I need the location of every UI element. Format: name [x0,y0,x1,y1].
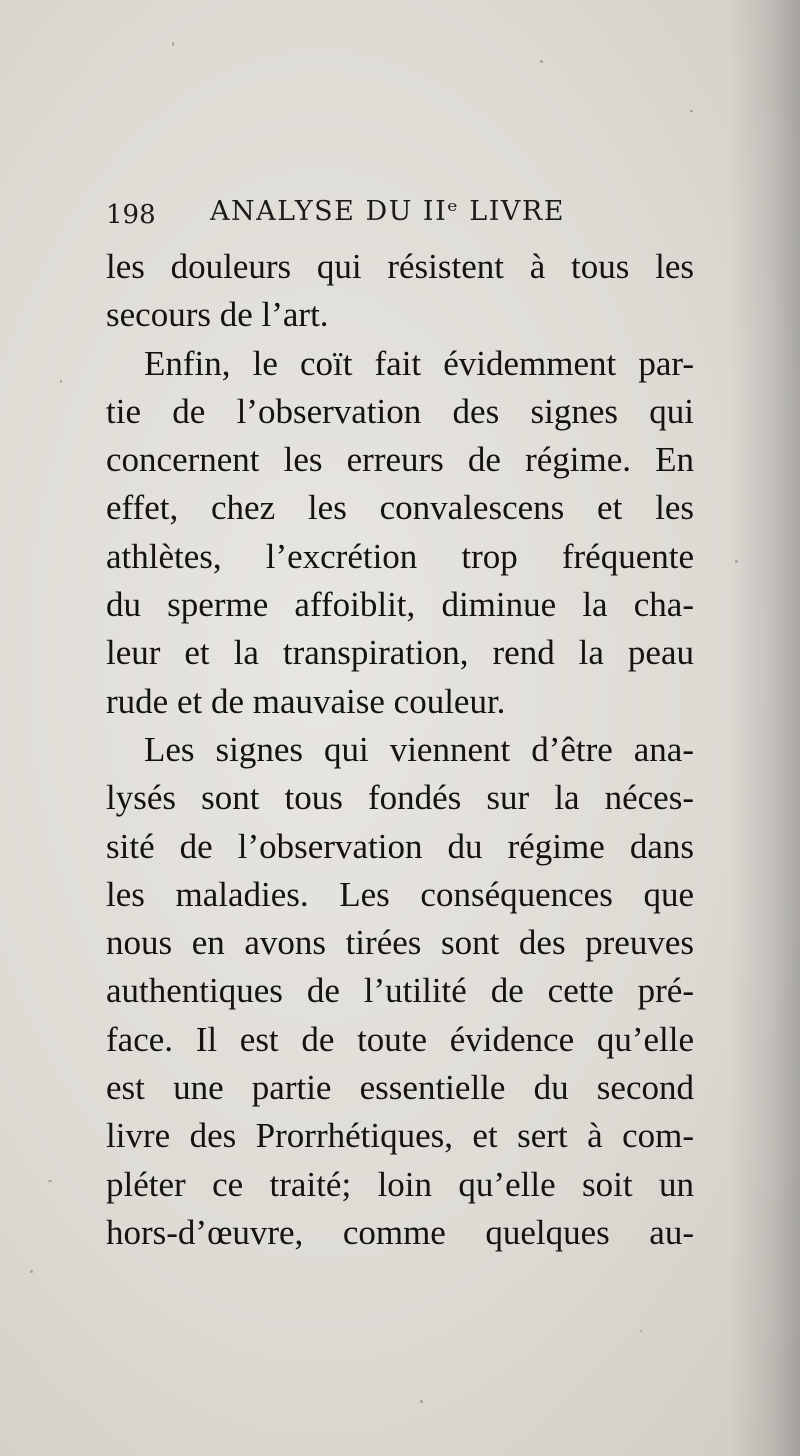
text-line: est une partie essentielle du second [106,1068,694,1108]
paper-speck [60,380,62,383]
paper-speck [48,1180,52,1182]
text-line: nous en avons tirées sont des preuves [106,923,694,963]
gutter-shadow [730,0,800,1456]
text-line: du sperme affoiblit, diminue la cha- [106,585,694,625]
text-line: hors-d’œuvre, comme quelques au- [106,1212,694,1252]
page-number: 198 [106,200,156,230]
paper-speck [690,110,693,112]
text-line: lysés sont tous fondés sur la néces- [106,778,694,818]
paper-speck [172,42,174,46]
text-line: effet, chez les convalescens et les [106,488,694,528]
text-line: sité de l’observation du régime dans [106,826,694,866]
text-line: les douleurs qui résistent à tous les [106,247,694,286]
text-line: face. Il est de toute évidence qu’elle [106,1019,694,1059]
text-line: pléter ce traité; loin qu’elle soit un [106,1164,694,1204]
page-header [106,196,586,236]
running-head: ANALYSE DU IIᵉ LIVRE [210,196,565,227]
paper-speck [420,1400,423,1403]
text-line: leur et la transpiration, rend la peau [106,633,694,673]
text-line: secours de l’art. [106,295,329,335]
text-line: tie de l’observation des signes qui [106,391,694,431]
text-line: rude et de mauvaise couleur. [106,681,506,721]
paper-speck [30,1270,33,1273]
text-line: athlètes, l’excrétion trop fréquente [106,536,694,576]
text-line: livre des Prorrhétiques, et sert à com- [106,1116,694,1156]
paper-speck [640,1330,642,1332]
text-line: Enfin, le coït fait évidemment par- [144,343,694,383]
body-text [106,243,694,1257]
text-line: Les signes qui viennent d’être ana- [144,729,694,769]
paper-speck [540,60,543,63]
text-line: concernent les erreurs de régime. En [106,440,694,480]
paper-speck [735,560,738,563]
text-line: les maladies. Les conséquences que [106,874,694,914]
text-line: authentiques de l’utilité de cette pré- [106,971,694,1011]
